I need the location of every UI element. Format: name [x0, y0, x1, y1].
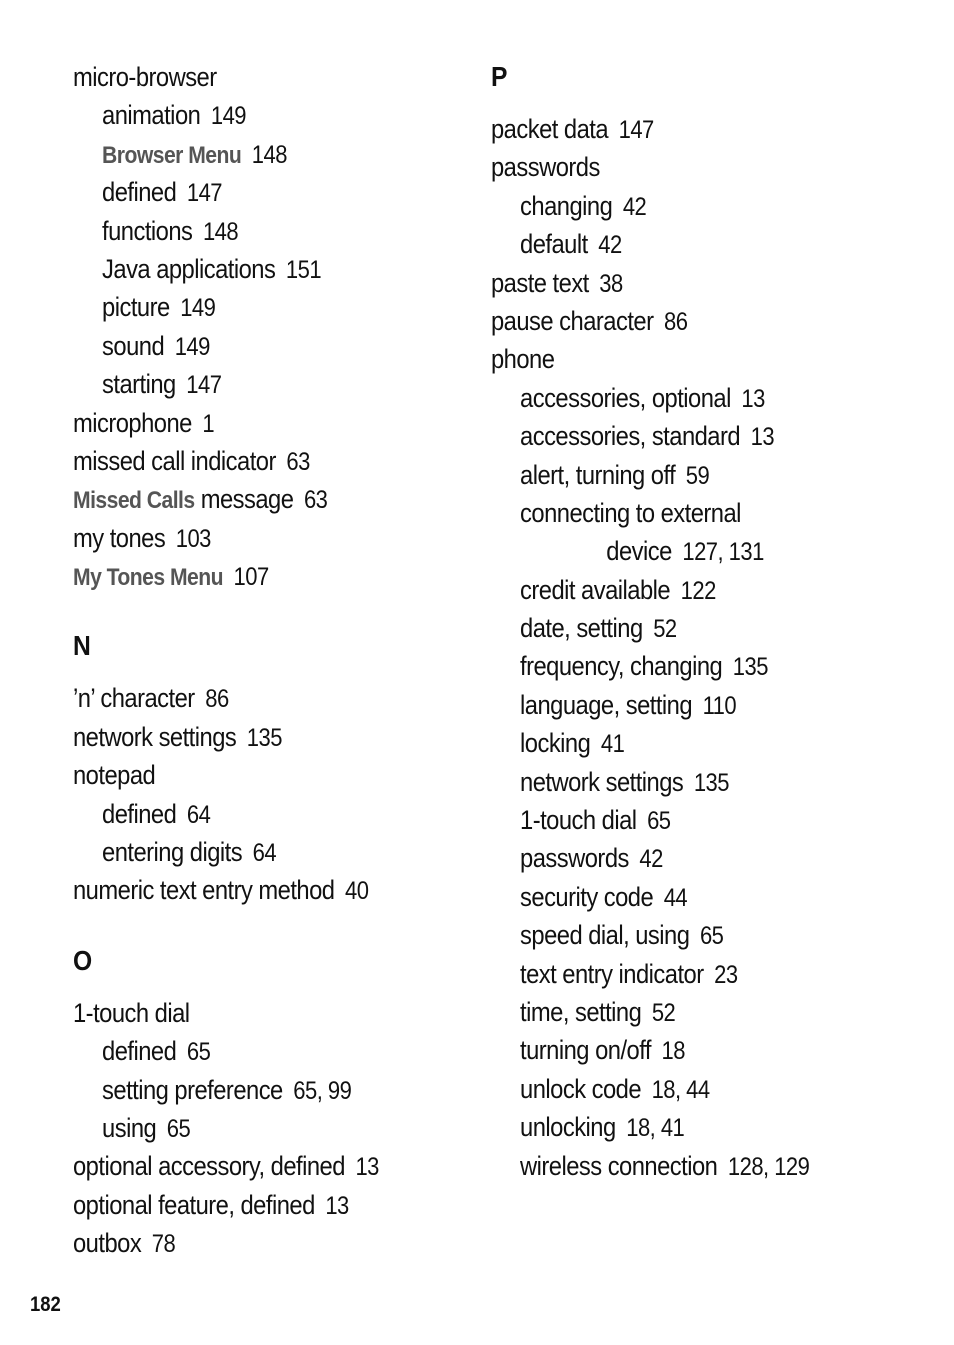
index-subentry	[491, 647, 878, 685]
index-subentry	[491, 1070, 878, 1108]
index-entry	[73, 519, 425, 557]
index-subentry	[491, 686, 878, 724]
entry-term: text entry indicator	[520, 958, 704, 989]
entry-term: my tones	[73, 522, 166, 553]
page-ref: 148	[251, 140, 287, 169]
page-ref: 107	[233, 563, 269, 592]
index-subentry	[491, 379, 878, 417]
index-subentry	[491, 1031, 878, 1069]
index-subentry	[491, 839, 878, 877]
index-entry	[73, 1186, 425, 1224]
page-ref: 18	[661, 1037, 685, 1066]
page-ref: 147	[186, 179, 222, 208]
page-ref: 149	[210, 102, 247, 131]
entry-term: defined	[102, 1036, 177, 1067]
entry-term: missed call indicator	[73, 445, 276, 476]
page-ref: 1	[202, 409, 215, 438]
page-ref: 103	[175, 524, 211, 553]
index-entry	[73, 756, 425, 794]
index-entry	[73, 480, 425, 518]
index-subentry	[73, 288, 425, 326]
page-ref: 149	[174, 332, 210, 361]
index-entry	[491, 264, 878, 302]
index-entry	[73, 1147, 425, 1185]
page-ref: 38	[599, 269, 623, 298]
index-subentry	[73, 327, 425, 365]
page-ref: 23	[714, 960, 738, 989]
entry-term: language, setting	[520, 689, 693, 720]
entry-term: device	[606, 536, 672, 567]
index-entry	[73, 557, 425, 595]
entry-term: network settings	[520, 766, 684, 797]
index-subentry	[73, 833, 425, 871]
entry-term: speed dial, using	[520, 920, 690, 951]
index-subentry	[73, 1071, 425, 1109]
menu-name: Browser Menu	[102, 141, 242, 169]
index-entry	[73, 871, 425, 909]
index-subentry	[491, 187, 878, 225]
index-subentry	[491, 1108, 878, 1146]
entry-term: unlocking	[520, 1112, 616, 1143]
index-entry	[73, 679, 425, 717]
section-heading: P	[491, 61, 508, 92]
page-ref: 65	[186, 1038, 211, 1067]
page-ref: 44	[663, 883, 688, 912]
index-entry	[73, 994, 425, 1032]
index-entry	[73, 718, 425, 756]
entry-term: paste text	[491, 267, 589, 298]
page-ref: 135	[246, 723, 282, 752]
page-ref: 63	[303, 486, 328, 515]
page-ref: 151	[285, 255, 322, 284]
page-ref: 64	[186, 800, 211, 829]
entry-term: Java applications	[102, 253, 276, 284]
index-subentry	[73, 1032, 425, 1070]
page-ref: 13	[750, 423, 775, 452]
page-ref: 42	[622, 192, 647, 221]
index-subentry	[73, 212, 425, 250]
index-subentry	[73, 1109, 425, 1147]
index-subentry	[491, 494, 878, 532]
index-entry	[73, 442, 425, 480]
entry-term: entering digits	[102, 837, 243, 868]
index-entry	[491, 110, 878, 148]
entry-term: wireless connection	[520, 1150, 718, 1181]
entry-term: frequency, changing	[520, 651, 723, 682]
page-ref: 13	[355, 1153, 379, 1182]
index-subentry	[491, 801, 878, 839]
entry-term: time, setting	[520, 996, 642, 1027]
index-subentry-continued	[491, 532, 878, 570]
page-ref: 147	[186, 371, 222, 400]
index-subentry	[73, 135, 425, 173]
entry-term: defined	[102, 798, 177, 829]
entry-term: microphone	[73, 407, 192, 438]
page-ref: 135	[732, 653, 768, 682]
entry-term: changing	[520, 190, 613, 221]
menu-name: Missed Calls	[73, 487, 195, 515]
index-subentry	[491, 225, 878, 263]
index-subentry	[491, 955, 878, 993]
index-subentry	[73, 365, 425, 403]
page-ref: 78	[151, 1230, 176, 1259]
entry-term: optional accessory, defined	[73, 1151, 345, 1182]
entry-term: accessories, optional	[520, 382, 731, 413]
entry-term: turning on/off	[520, 1035, 651, 1066]
page-ref: 52	[653, 615, 677, 644]
page-ref: 63	[286, 447, 310, 476]
index-subentry	[491, 1147, 878, 1185]
page-ref: 86	[205, 685, 229, 714]
entry-term: setting preference	[102, 1074, 283, 1105]
index-subentry	[73, 173, 425, 211]
entry-term: accessories, standard	[520, 421, 741, 452]
index-subentry	[491, 916, 878, 954]
entry-term: numeric text entry method	[73, 875, 335, 906]
page-ref: 18, 41	[626, 1114, 685, 1143]
page-ref: 41	[600, 730, 625, 759]
entry-term: animation	[102, 100, 201, 131]
page-ref: 65	[647, 807, 671, 836]
entry-term: network settings	[73, 721, 237, 752]
entry-term: using	[102, 1112, 157, 1143]
entry-term: functions	[102, 215, 193, 246]
entry-term: passwords	[520, 843, 629, 874]
entry-term: sound	[102, 330, 165, 361]
index-subentry	[491, 878, 878, 916]
index-subentry	[491, 456, 878, 494]
index-column-right	[491, 58, 931, 1185]
page-ref: 64	[252, 839, 277, 868]
page-ref: 65, 99	[293, 1076, 352, 1105]
entry-term: starting	[102, 369, 176, 400]
index-subentry	[491, 571, 878, 609]
entry-term: pause character	[491, 305, 654, 336]
entry-term: 1-touch dial	[520, 805, 637, 836]
entry-term: message	[200, 484, 294, 515]
entry-term: packet data	[491, 114, 609, 144]
entry-term: optional feature, defined	[73, 1189, 315, 1220]
page-ref: 18, 44	[651, 1075, 710, 1104]
page-ref: 127, 131	[682, 538, 764, 567]
page-ref: 42	[598, 231, 622, 260]
entry-term: ’n’ character	[73, 683, 195, 714]
entry-term: outbox	[73, 1228, 142, 1259]
page-number: 182	[30, 1293, 61, 1316]
page-ref: 13	[741, 384, 765, 413]
page-ref: 65	[699, 922, 724, 951]
entry-term: passwords	[491, 152, 600, 183]
page-ref: 135	[693, 768, 729, 797]
index-subentry	[73, 250, 425, 288]
page-ref: 52	[651, 998, 676, 1027]
entry-term: default	[520, 229, 588, 260]
index-entry	[73, 1224, 425, 1262]
entry-term: micro-browser	[73, 62, 217, 92]
section-heading: N	[73, 630, 91, 662]
index-entry	[491, 148, 878, 186]
index-entry	[491, 302, 878, 340]
page-ref: 147	[618, 116, 654, 144]
page-ref: 128, 129	[727, 1152, 810, 1181]
section-heading: O	[73, 944, 93, 976]
entry-term: security code	[520, 881, 654, 912]
entry-term: picture	[102, 292, 170, 323]
entry-term: locking	[520, 728, 591, 759]
index-subentry	[73, 96, 425, 134]
index-entry	[491, 340, 878, 378]
page-ref: 148	[202, 217, 239, 246]
entry-term: unlock code	[520, 1073, 642, 1104]
index-column-left	[73, 58, 473, 1263]
index-subentry	[491, 609, 878, 647]
entry-term: alert, turning off	[520, 459, 676, 490]
page-ref: 122	[680, 576, 716, 605]
page-ref: 65	[166, 1114, 191, 1143]
page-ref: 42	[639, 845, 663, 874]
index-subentry	[491, 763, 878, 801]
index-entry	[73, 404, 425, 442]
index-subentry	[491, 993, 878, 1031]
page-ref: 13	[325, 1191, 349, 1220]
page-ref: 86	[664, 307, 688, 336]
entry-term: credit available	[520, 574, 671, 605]
entry-term: phone	[491, 344, 555, 375]
index-subentry	[491, 724, 878, 762]
menu-name: My Tones Menu	[73, 564, 223, 592]
index-subentry	[73, 795, 425, 833]
entry-term: date, setting	[520, 613, 643, 644]
page-ref: 149	[180, 294, 216, 323]
page-ref: 110	[702, 691, 737, 720]
page-ref: 59	[685, 461, 710, 490]
entry-term: 1-touch dial	[73, 997, 190, 1028]
entry-term: defined	[102, 177, 177, 208]
page-ref: 40	[345, 877, 369, 906]
entry-term: notepad	[73, 760, 156, 791]
index-entry	[73, 58, 425, 96]
index-subentry	[491, 417, 878, 455]
entry-term: connecting to external	[520, 497, 741, 528]
